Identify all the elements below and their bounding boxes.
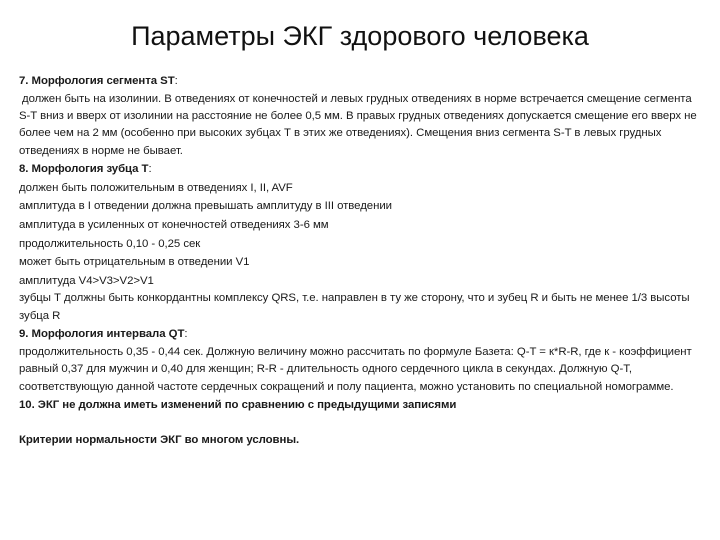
section-8-line: продолжительность 0,10 - 0,25 сек <box>19 237 201 250</box>
section-8-line: может быть отрицательным в отведении V1 <box>19 256 250 269</box>
conclusion: Критерии нормальности ЭКГ во многом условны. <box>19 433 300 446</box>
page-title: Параметры ЭКГ здорового человека <box>131 21 589 51</box>
section-8-line: амплитуда в усиленных от конечностей отведениях 3-6 мм <box>19 219 329 231</box>
section-8-heading <box>19 160 703 179</box>
section-8-heading-suffix: : <box>148 163 152 176</box>
section-10-heading: 10. ЭКГ не должна иметь изменений по сравнению с предыдущими записями <box>19 399 457 411</box>
section-8-line: амплитуда V4>V3>V2>V1 <box>19 274 154 287</box>
section-7-heading-suffix: : <box>174 75 178 87</box>
section-9-heading-text: 9. Морфология интервала QT <box>19 328 185 341</box>
section-8-last: зубцы Т должны быть конкордантны комплексу QRS, т.е. направлен в ту же сторону, что и зубец R и быть не менее 1/3 высоты зубца R <box>19 292 690 322</box>
spacer <box>19 415 703 431</box>
section-9-text: продолжительность 0,35 - 0,44 сек. Должную величину можно рассчитать по формуле Базета: Q-T = к*R-R, где к - коэффициент равный 0,37 для мужчин и 0,40 для женщин; R-R - длительность одного сердечного цикла в секундах. Должную Q-T, соответствующую данной частоте сердечных сокращений и полу пациента, можно установить по специальной номограмме. <box>19 345 692 393</box>
section-8-line: должен быть положительным в отведениях I, II, AVF <box>19 181 293 194</box>
section-9-heading-suffix: : <box>184 328 188 341</box>
section-7-heading-text: 7. Морфология сегмента ST <box>19 75 175 87</box>
slide-content <box>19 72 703 449</box>
section-8-heading-text: 8. Морфология зубца T <box>19 163 149 176</box>
section-7-text: должен быть на изолинии. В отведениях от конечностей и левых грудных отведениях в норме встречается смещение сегмента S-T вниз и вверх от изолинии на расстояние не более 0,5 мм. В правых грудных отведениях допускается смещение его вверх не более чем на 2 мм (особенно при высоких зубцах Т в этих же отведениях). Смещения вниз сегмента S-T в левых грудных отведениях в норме не бывает. <box>19 92 697 157</box>
section-7-heading <box>19 72 703 91</box>
section-8-line: амплитуда в I отведении должна превышать амплитуду в III отведении <box>19 200 392 213</box>
section-9-heading <box>19 325 703 344</box>
